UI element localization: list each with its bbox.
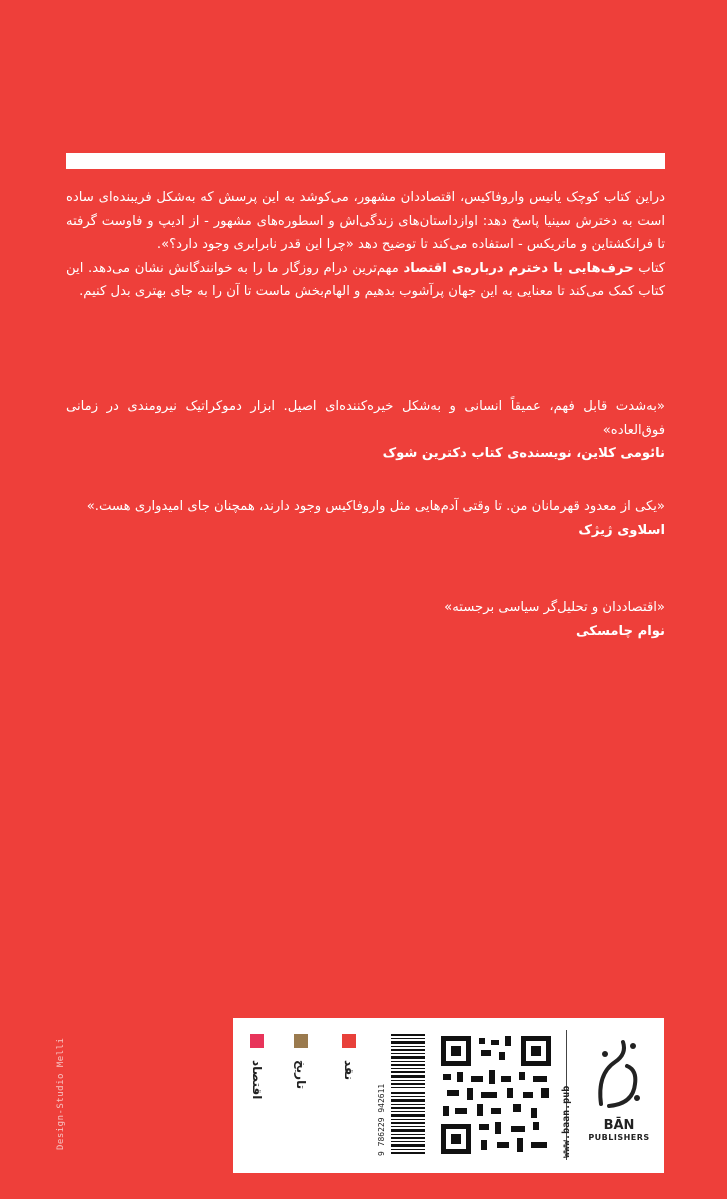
qr-code-icon — [441, 1036, 551, 1154]
quote-2 — [66, 495, 665, 542]
category-color-swatch — [250, 1034, 264, 1048]
quote-author: نوام چامسکی — [575, 623, 665, 639]
quote-author: نائومی کلاین، نویسنده‌ی کتاب دکترین شوک — [382, 446, 665, 461]
category-color-swatch — [342, 1034, 356, 1048]
design-credit: Design-Studio Melli — [56, 1037, 66, 1150]
book-title: حرف‌هایی با دخترم درباره‌ی اقتصاد — [403, 260, 634, 276]
barcode-icon — [391, 1032, 425, 1156]
description-rest: مهم‌ترین درام روزگار ما را به خوانندگانش نشان می‌دهد. این کتاب کمک می‌کند تا معنایی به این جهان پرآشوب بدهیم و الهام‌بخش ماست تا آن را به جای بهتری بدل کنیم. — [66, 260, 665, 299]
top-divider-bar — [66, 153, 665, 169]
category-tag-economy — [243, 1034, 271, 1154]
book-description — [66, 186, 665, 304]
quote-author: اسلاوی ژیژک — [578, 522, 665, 538]
category-tag-critique — [335, 1034, 363, 1154]
quote-1 — [66, 395, 665, 466]
publisher-website: www.baan.pub — [561, 1085, 572, 1158]
description-paragraph-1: دراین کتاب کوچک یانیس واروفاکیس، اقتصاددان مشهور، می‌کوشد به این پرسش که به‌شکل فریبنده‌ای ساده است به دخترش سینیا پاسخ دهد: اوازداستان‌های زندگی‌اش و اسطوره‌های مشهور - از ادیپ و فاوست گرفته تا فرانکشتاین و ماتریکس - استفاده می‌کند تا توضیح دهد «چرا این قدر نابرابری وجود دارد؟». — [66, 190, 665, 252]
publisher-subtitle: PUBLISHERS — [588, 1133, 650, 1142]
quote-text: «اقتصاددان و تحلیل‌گر سیاسی برجسته» — [444, 600, 665, 615]
ban-logo-icon — [593, 1034, 645, 1114]
quote-text: «یکی از معدود قهرمانان من. تا وقتی آدم‌هایی مثل واروفاکیس وجود دارند، همچنان جای امیدواری هست.» — [86, 499, 665, 514]
category-color-swatch — [294, 1034, 308, 1048]
category-tag-history — [287, 1034, 315, 1154]
description-paragraph-2 — [66, 257, 665, 304]
category-label: اقتصاد — [250, 1060, 264, 1100]
publisher-sticker — [233, 1018, 664, 1173]
quote-text: «به‌شدت قابل فهم، عمیقاً انسانی و به‌شکل خیره‌کننده‌ای اصیل. ابزار دموکراتیک نیرومندی در زمانی فوق‌العاده» — [66, 399, 665, 438]
description-lead: کتاب — [633, 260, 665, 276]
barcode-digits: 9 786229 942611 — [377, 1083, 386, 1156]
category-label: نقد — [342, 1060, 356, 1081]
publisher-name: BĀN — [603, 1118, 635, 1133]
publisher-logo — [585, 1034, 653, 1158]
category-label: تاریخ — [294, 1060, 308, 1090]
quote-3 — [66, 596, 665, 643]
